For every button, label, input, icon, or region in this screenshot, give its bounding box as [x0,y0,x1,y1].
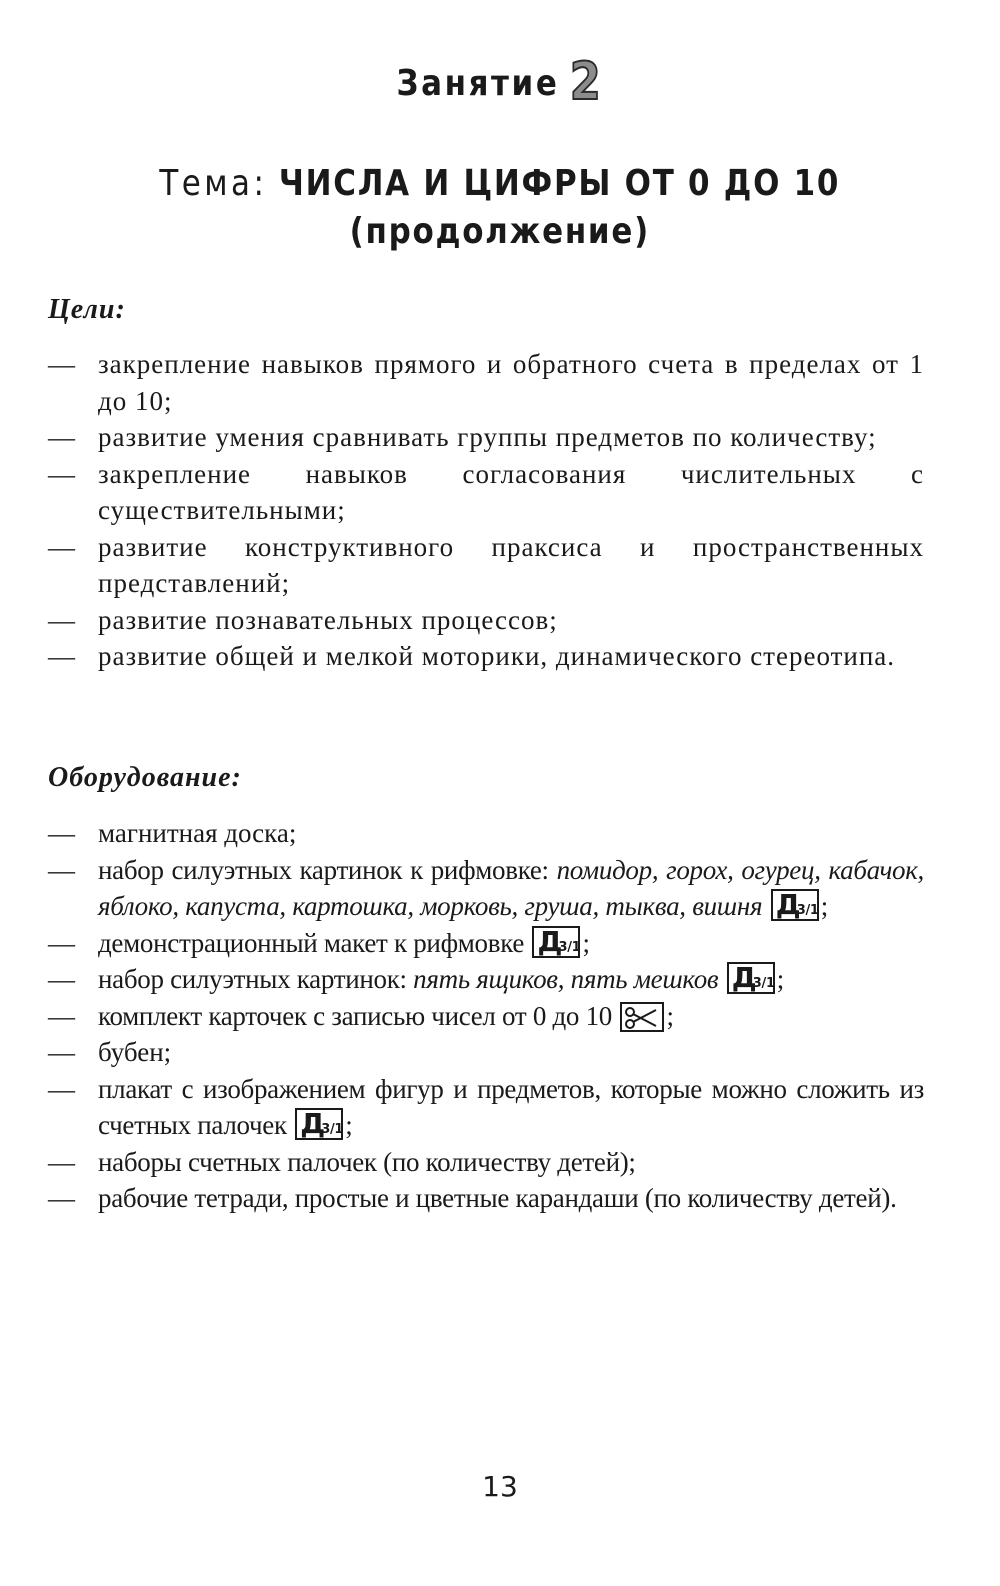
handout-tag-icon: Д 3/1 [727,962,775,994]
list-item: — набор силуэтных картинок к рифмовке: помидор, горох, огурец, кабачок, яблоко, капуста, картошка, морковь, груша, тыква, вишня Д 3/1 ; [48,854,925,921]
list-item: — развитие познавательных процессов; [48,604,558,635]
lesson-label: Занятие [396,63,560,104]
lesson-number: 2 [569,52,604,112]
equipment-heading: Оборудование: [48,762,242,793]
list-item: — закрепление навыков согласования числительных с существительными; [48,458,924,525]
list-item: — демонстрационный макет к рифмовке Д 3/1 ; [48,924,590,958]
lesson-heading [70,52,930,112]
list-item: — наборы счетных палочек (по количеству детей); [48,1146,636,1177]
goals-list [48,346,924,675]
handout-tag-icon: Д 3/1 [532,926,580,958]
topic-heading [0,160,1000,256]
list-item: — набор силуэтных картинок: пять ящиков, пять мешков Д 3/1 ; [48,961,784,994]
list-item: — развитие умения сравнивать группы предметов по количеству; [48,422,877,452]
list-item: — закрепление навыков прямого и обратного счета в пределах от 1 до 10; [48,349,924,416]
list-item: — развитие конструктивного праксиса и пространственных представлений; [48,531,924,598]
page-number: 13 [482,1470,518,1503]
topic-label: Тема: [159,163,268,204]
topic-title: ЧИСЛА И ЦИФРЫ ОТ 0 ДО 10 [279,163,841,204]
equipment-list [48,815,924,1217]
list-item: — развитие общей и мелкой моторики, динамического стереотипа. [48,641,896,671]
goals-heading: Цели: [48,294,126,325]
list-item: — бубен; [48,1037,172,1067]
list-item: — магнитная доска; [48,818,297,848]
list-item: — рабочие тетради, простые и цветные карандаши (по количеству детей). [48,1183,897,1213]
topic-subtitle: (продолжение) [349,211,651,252]
handout-tag-icon: Д 3/1 [295,1108,343,1140]
scissors-icon [620,1002,664,1032]
handout-tag-icon: Д 3/1 [771,889,819,921]
list-item: — комплект карточек с записью чисел от 0 до 10 ; [48,1000,674,1031]
list-item: — плакат с изображением фигур и предметов, которые можно сложить из счетных палочек Д 3/1 ; [48,1073,924,1140]
